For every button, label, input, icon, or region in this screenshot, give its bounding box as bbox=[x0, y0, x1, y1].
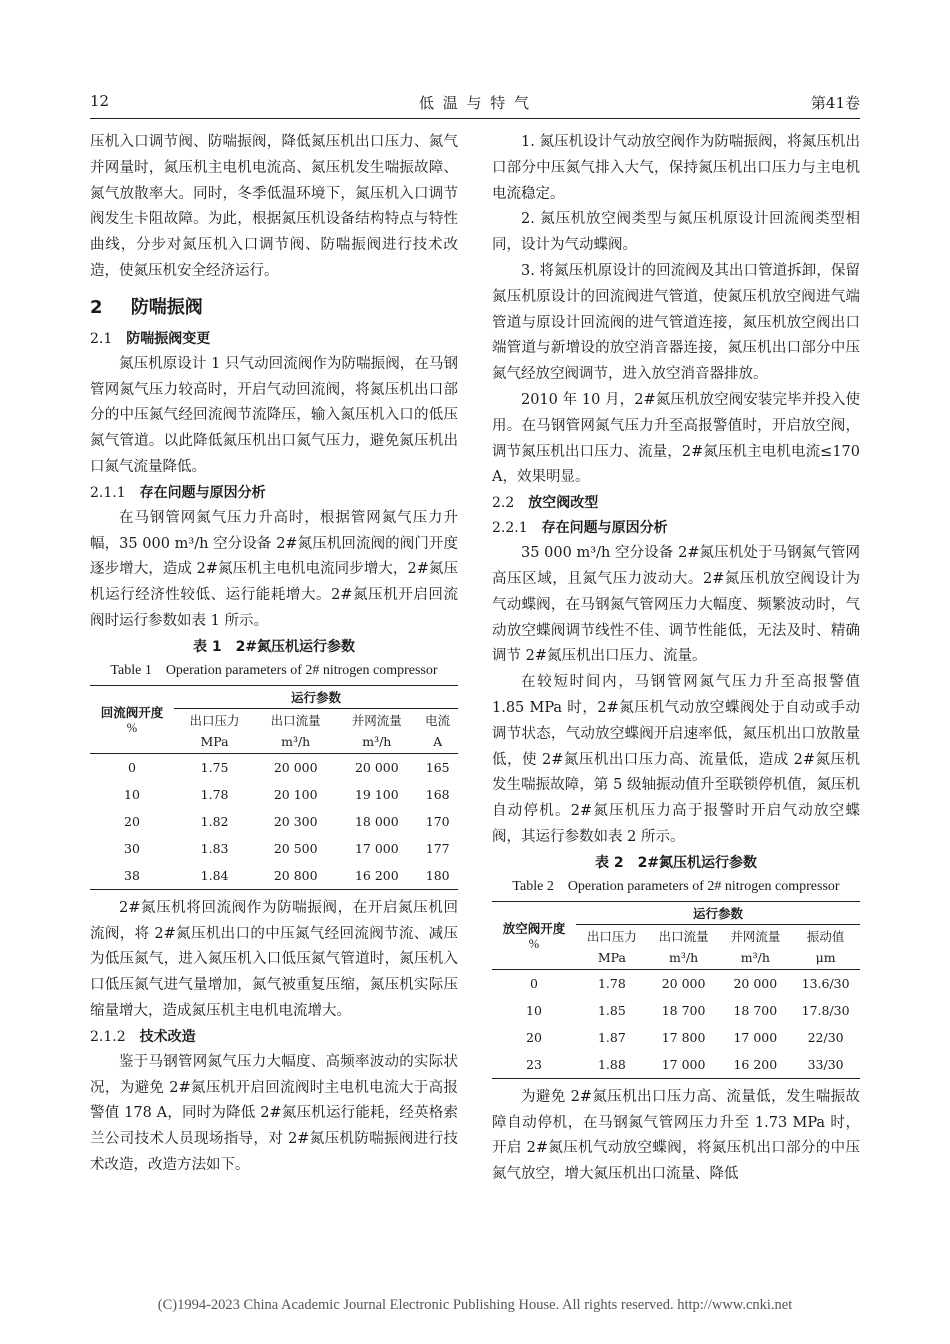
subsection-number: 2.1.2 bbox=[90, 1028, 126, 1045]
table-cell: 20 000 bbox=[273, 759, 318, 775]
subsection-title: 技术改造 bbox=[139, 1028, 196, 1045]
paragraph-2-1: 氮压机原设计 1 只气动回流阀作为防喘振阀，在马钢管网氮气压力较高时，开启气动回流阀，将氮压机出口部分的中压氮气经回流阀节流降压，输入氮压机入口的低压氮气管道。以此降低氮压机出口氮气压力，避免氮压机出口氮气流量降低。 bbox=[90, 355, 458, 475]
table-cell: 18 700 bbox=[733, 1002, 778, 1018]
paragraph-2-2-1-a: 35 000 m³/h 空分设备 2#氮压机处于马钢氮气管网高压区域，且氮气压力波动大。2#氮压机放空阀设计为气动蝶阀，在马钢氮气管网压力大幅度、频繁波动时，气动放空蝶阀调节线性不佳、调节性能低，无法及时、精确调节 2#氮压机出口压力、流量。 bbox=[492, 545, 860, 665]
table-cell: 20 800 bbox=[273, 867, 318, 883]
left-column bbox=[90, 130, 458, 1179]
table-cell: 1.84 bbox=[200, 867, 229, 883]
table-1-col-header: 电流 bbox=[425, 712, 451, 728]
table-1-caption-en: Table 1 Operation parameters of 2# nitrogen compressor bbox=[110, 662, 438, 678]
table-cell: 1.85 bbox=[597, 1002, 626, 1018]
table-1-body bbox=[90, 753, 458, 889]
section-2-heading bbox=[90, 293, 458, 319]
subsection-title: 放空阀改型 bbox=[528, 495, 599, 512]
subsection-2-1-1-heading bbox=[90, 481, 458, 506]
table-row bbox=[90, 835, 458, 862]
table-2-group-header: 运行参数 bbox=[576, 901, 860, 924]
table-cell: 1.78 bbox=[200, 786, 229, 802]
table-row bbox=[90, 808, 458, 835]
table-2-unit: m³/h bbox=[648, 947, 720, 970]
table-cell: 38 bbox=[124, 867, 140, 883]
table-1-col-header: 并网流量 bbox=[351, 712, 402, 728]
method-item-3: 3. 将氮压机原设计的回流阀及其出口管道拆卸，保留氮压机原设计的回流阀进气管道，使氮压机放空阀进气端管道与原设计回流阀的进气管道连接，氮压机放空阀出口端管道与新增设的放空消音器连接，氮压机出口部分中压氮气经放空阀调节，进入放空消音器排放。 bbox=[492, 262, 860, 383]
paragraph-after-table-2: 为避免 2#氮压机出口压力高、流量低，发生喘振故障自动停机，在马钢氮气管网压力升至 1.73 MPa 时，开启 2#氮压机气动放空蝶阀，将氮压机出口部分的中压氮气放空，增大氮压机出口流量、降低 bbox=[492, 1088, 860, 1183]
subsection-number: 2.2 bbox=[492, 495, 515, 512]
table-cell: 177 bbox=[425, 840, 450, 856]
subsection-number: 2.2.1 bbox=[492, 520, 528, 537]
result-paragraph: 2010 年 10 月，2#氮压机放空阀安装完毕并投入使用。在马钢管网氮气压力升至高报警值时，开启放空阀，调节氮压机出口压力、流量，2#氮压机主电机电流≤170 A，效果明显。 bbox=[492, 391, 860, 486]
table-1-col-header: 出口流量 bbox=[270, 712, 321, 728]
table-2-unit: μm bbox=[791, 947, 860, 970]
table-2 bbox=[492, 901, 860, 1079]
table-cell: 18 700 bbox=[661, 1002, 706, 1018]
subsection-2-2-heading bbox=[492, 491, 860, 516]
table-1-caption-zh: 表 1 2#氮压机运行参数 bbox=[192, 638, 356, 655]
right-column bbox=[492, 130, 860, 1188]
table-row bbox=[90, 862, 458, 890]
table-2-col-header: 并网流量 bbox=[730, 928, 781, 944]
table-2-unit: MPa bbox=[576, 947, 648, 970]
table-row bbox=[492, 969, 860, 997]
table-cell: 10 bbox=[526, 1002, 542, 1018]
table-cell: 30 bbox=[124, 840, 140, 856]
table-1-unit: MPa bbox=[174, 731, 255, 754]
table-2-body bbox=[492, 969, 860, 1078]
table-cell: 17 000 bbox=[661, 1056, 706, 1072]
paragraph-2-1-1: 在马钢管网氮气压力升高时，根据管网氮气压力升幅，35 000 m³/h 空分设备 2#氮压机回流阀的阀门开度逐步增大，造成 2#氮压机主电机电流同步增大，2#氮压机运行经济性较低、运行能耗增大。2#氮压机开启回流阀时运行参数如表 1 所示。 bbox=[90, 509, 458, 629]
table-2-col-header: 出口流量 bbox=[658, 928, 709, 944]
table-cell: 20 300 bbox=[273, 813, 318, 829]
paragraph-after-table-1: 2#氮压机将回流阀作为防喘振阀，在开启氮压机回流阀，将 2#氮压机出口的中压氮气经回流阀节流、减压为低压氮气，进入氮压机入口低压氮气管道时，氮压机入口低压氮气进气量增加，氮气被重复压缩，氮压机实际压缩量增大，造成氮压机主电机电流增大。 bbox=[90, 899, 458, 1019]
copyright-footer: (C)1994-2023 China Academic Journal Electronic Publishing House. All rights reserved. http://www.cnki.net bbox=[157, 1297, 793, 1313]
table-cell: 180 bbox=[425, 867, 450, 883]
subsection-2-1-heading bbox=[90, 327, 458, 352]
table-1-unit: A bbox=[417, 731, 458, 754]
subsection-number: 2.1 bbox=[90, 330, 113, 347]
subsection-title: 防喘振阀变更 bbox=[126, 330, 211, 347]
section-title: 防喘振阀 bbox=[130, 296, 203, 318]
table-cell: 1.75 bbox=[200, 759, 229, 775]
table-cell: 17.8/30 bbox=[801, 1002, 850, 1018]
table-cell: 33/30 bbox=[807, 1056, 844, 1072]
subsection-2-2-1-heading bbox=[492, 516, 860, 541]
table-cell: 1.88 bbox=[597, 1056, 626, 1072]
table-cell: 16 200 bbox=[354, 867, 399, 883]
table-row bbox=[90, 753, 458, 781]
journal-title: 低 温 与 特 气 bbox=[418, 94, 532, 112]
method-item-1: 1. 氮压机设计气动放空阀作为防喘振阀，将氮压机出口部分中压氮气排入大气，保持氮压机出口压力与主电机电流稳定。 bbox=[492, 134, 860, 202]
table-2-col-header: 出口压力 bbox=[586, 928, 637, 944]
table-cell: 20 100 bbox=[273, 786, 318, 802]
subsection-title: 存在问题与原因分析 bbox=[541, 520, 668, 537]
table-cell: 20 000 bbox=[733, 975, 778, 991]
table-cell: 165 bbox=[425, 759, 450, 775]
table-2-unit: m³/h bbox=[719, 947, 791, 970]
table-2-col-header: 振动值 bbox=[806, 928, 845, 944]
table-cell: 20 000 bbox=[661, 975, 706, 991]
table-cell: 17 000 bbox=[354, 840, 399, 856]
table-cell: 0 bbox=[128, 759, 136, 775]
table-2-caption-zh: 表 2 2#氮压机运行参数 bbox=[594, 854, 758, 871]
table-row bbox=[492, 997, 860, 1024]
intro-paragraph: 压机入口调节阀、防喘振阀，降低氮压机出口压力、氮气并网量时，氮压机主电机电流高、氮压机发生喘振故障、氮气放散率大。同时，冬季低温环境下，氮压机入口调节阀发生卡阻故障。为此，根据氮压机设备结构特点与特性曲线，分步对氮压机入口调节阀、防喘振阀进行技术改造，使氮压机安全经济运行。 bbox=[90, 134, 458, 279]
table-cell: 170 bbox=[425, 813, 450, 829]
table-cell: 13.6/30 bbox=[801, 975, 850, 991]
table-1 bbox=[90, 685, 458, 890]
table-cell: 1.83 bbox=[200, 840, 229, 856]
table-row bbox=[492, 1051, 860, 1079]
table-cell: 0 bbox=[530, 975, 538, 991]
table-cell: 20 000 bbox=[354, 759, 399, 775]
table-cell: 10 bbox=[124, 786, 140, 802]
subsection-2-1-2-heading bbox=[90, 1025, 458, 1050]
table-cell: 1.78 bbox=[597, 975, 626, 991]
table-cell: 20 500 bbox=[273, 840, 318, 856]
page-number: 12 bbox=[90, 92, 110, 110]
table-2-row-header: 放空阀开度 % bbox=[492, 901, 576, 969]
table-cell: 1.87 bbox=[597, 1029, 626, 1045]
table-1-unit: m³/h bbox=[336, 731, 417, 754]
subsection-number: 2.1.1 bbox=[90, 484, 126, 501]
table-cell: 168 bbox=[425, 786, 450, 802]
table-1-row-header: 回流阀开度 % bbox=[90, 685, 174, 753]
table-1-group-header: 运行参数 bbox=[174, 685, 458, 708]
table-cell: 22/30 bbox=[807, 1029, 844, 1045]
volume-label: 第41卷 bbox=[810, 94, 860, 112]
table-row bbox=[90, 781, 458, 808]
table-cell: 20 bbox=[124, 813, 140, 829]
method-item-2: 2. 氮压机放空阀类型与氮压机原设计回流阀类型相同，设计为气动蝶阀。 bbox=[492, 211, 860, 254]
section-number: 2 bbox=[90, 296, 103, 318]
table-cell: 17 000 bbox=[733, 1029, 778, 1045]
table-2-caption-en: Table 2 Operation parameters of 2# nitrogen compressor bbox=[512, 878, 840, 894]
subsection-title: 存在问题与原因分析 bbox=[139, 484, 266, 501]
table-cell: 16 200 bbox=[733, 1056, 778, 1072]
paragraph-2-1-2: 鉴于马钢管网氮气压力大幅度、高频率波动的实际状况，为避免 2#氮压机开启回流阀时主电机电流大于高报警值 178 A，同时为降低 2#氮压机运行能耗，经英格索兰公司技术人员现场指导，对 2#氮压机防喘振阀进行技术改造，改造方法如下。 bbox=[90, 1053, 458, 1173]
table-cell: 18 000 bbox=[354, 813, 399, 829]
paragraph-2-2-1-b: 在较短时间内，马钢管网氮气压力升至高报警值 1.85 MPa 时，2#氮压机气动放空蝶阀处于自动或手动调节状态，气动放空蝶阀开启速率低，氮压机出口放散量低，使 2#氮压机出口压力高、流量低，造成 2#氮压机发生喘振故障，第 5 级轴振动值升至联锁停机值，氮压机自动停机。2#氮压机压力高于报警时开启气动放空蝶阀，其运行参数如表 2 所示。 bbox=[492, 674, 860, 845]
table-cell: 23 bbox=[526, 1056, 542, 1072]
table-cell: 20 bbox=[526, 1029, 542, 1045]
table-row bbox=[492, 1024, 860, 1051]
table-1-col-header: 出口压力 bbox=[189, 712, 240, 728]
header-rule bbox=[90, 118, 860, 119]
table-cell: 1.82 bbox=[200, 813, 229, 829]
table-1-unit: m³/h bbox=[255, 731, 336, 754]
table-cell: 19 100 bbox=[354, 786, 399, 802]
table-cell: 17 800 bbox=[661, 1029, 706, 1045]
